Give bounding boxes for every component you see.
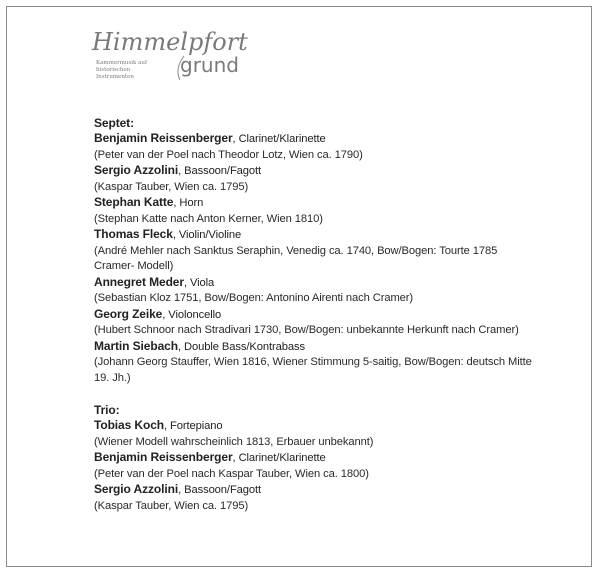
septet-heading: Septet:	[94, 116, 134, 130]
musician-entry: Benjamin Reissenberger, Clarinet/Klarinette (Peter van der Poel nach Theodor Lotz, Wien ca. 1790)	[94, 131, 534, 163]
musician-entry: Sergio Azzolini, Bassoon/Fagott (Kaspar Tauber, Wien ca. 1795)	[94, 482, 534, 514]
musician-role: Horn	[179, 197, 204, 209]
instrument-note: (Hubert Schnoor nach Stradivari 1730, Bow/Bogen: unbekannte Herkunft nach Cramer)	[94, 324, 519, 336]
musician-name: Thomas Fleck	[94, 227, 173, 241]
musician-name: Benjamin Reissenberger	[94, 131, 233, 145]
ensemble-listing	[94, 115, 534, 514]
trio-title: Trio	[94, 403, 116, 417]
instrument-note: (Wiener Modell wahrscheinlich 1813, Erbauer unbekannt)	[94, 435, 374, 448]
logo-graphic	[88, 16, 258, 96]
instrument-note: (Peter van der Poel nach Theodor Lotz, Wien ca. 1790)	[94, 148, 363, 161]
septet-section	[94, 115, 534, 386]
musician-role: Violoncello	[168, 308, 222, 321]
logo-tagline-line-1: Kammermusik auf	[96, 60, 147, 66]
musician-name: Annegret Meder	[94, 274, 184, 289]
musician-entry: Georg Zeike, Violoncello (Hubert Schnoor nach Stradivari 1730, Bow/Bogen: unbekannte Herkunft nach Cramer)	[94, 307, 534, 339]
musician-name: Tobias Koch	[94, 418, 165, 432]
himmelpfortgrund-logo	[88, 16, 258, 96]
musician-entry: Sergio Azzolini, Bassoon/Fagott (Kaspar Tauber, Wien ca. 1795)	[94, 163, 534, 195]
logo-tagline-line-2: historischen	[96, 67, 131, 73]
musician-entry: Annegret Meder, Viola (Sebastian Kloz 1751, Bow/Bogen: Antonino Airenti nach Cramer)	[94, 275, 534, 307]
musician-name: Sergio Azzolini	[94, 163, 179, 177]
section-spacer	[94, 386, 534, 402]
musician-entry: Stephan Katte, Horn (Stephan Katte nach Anton Kerner, Wien 1810)	[94, 195, 534, 227]
trio-section	[94, 402, 534, 514]
musician-role: Violin/Violine	[178, 229, 242, 241]
musician-role: Viola	[189, 276, 215, 289]
musician-entry: Benjamin Reissenberger, Clarinet/Klarinette (Peter van der Poel nach Kaspar Tauber, Wien ca. 1800)	[94, 450, 534, 482]
musician-name: Benjamin Reissenberger	[94, 450, 233, 464]
musician-name: Martin Siebach	[94, 338, 178, 353]
septet-title: Septet	[94, 116, 131, 130]
trio-heading: Trio:	[94, 403, 120, 417]
musician-role: Clarinet/Klarinette	[238, 452, 326, 464]
musician-role: Bassoon/Fagott	[184, 165, 262, 177]
instrument-note: (Kaspar Tauber, Wien ca. 1795)	[94, 180, 249, 193]
musician-name: Sergio Azzolini	[94, 482, 179, 496]
instrument-note: (André Mehler nach Sanktus Seraphin, Venedig ca. 1740, Bow/Bogen: Tourte 1785 Cramer- Modell)	[94, 244, 498, 272]
musician-role: Fortepiano	[170, 420, 223, 432]
instrument-note: (Sebastian Kloz 1751, Bow/Bogen: Antonino Airenti nach Cramer)	[94, 292, 414, 304]
logo-tagline-line-3: Instrumenten	[96, 74, 134, 80]
musician-entry: Thomas Fleck, Violin/Violine (André Mehler nach Sanktus Seraphin, Venedig ca. 1740, Bow/Bogen: Tourte 1785 Cramer- Modell)	[94, 227, 534, 275]
musician-name: Stephan Katte	[94, 195, 174, 209]
musician-entry: Martin Siebach, Double Bass/Kontrabass (Johann Georg Stauffer, Wien 1816, Wiener Stimmung 5-saitig, Bow/Bogen: deutsch Mitte 19. Jh.)	[94, 339, 534, 387]
musician-entry: Tobias Koch, Fortepiano (Wiener Modell wahrscheinlich 1813, Erbauer unbekannt)	[94, 418, 534, 450]
musician-name: Georg Zeike	[94, 306, 163, 321]
instrument-note: (Stephan Katte nach Anton Kerner, Wien 1810)	[94, 212, 323, 225]
instrument-note: (Johann Georg Stauffer, Wien 1816, Wiener Stimmung 5-saitig, Bow/Bogen: deutsch Mitte 19. Jh.)	[94, 356, 532, 384]
logo-script-text: Himmelpfort	[92, 28, 248, 56]
instrument-note: (Peter van der Poel nach Kaspar Tauber, Wien ca. 1800)	[94, 467, 369, 480]
musician-role: Bassoon/Fagott	[184, 484, 262, 496]
logo-word-text: grund	[180, 53, 239, 77]
instrument-note: (Kaspar Tauber, Wien ca. 1795)	[94, 499, 249, 512]
musician-role: Clarinet/Klarinette	[238, 133, 326, 145]
musician-role: Double Bass/Kontrabass	[184, 340, 305, 353]
